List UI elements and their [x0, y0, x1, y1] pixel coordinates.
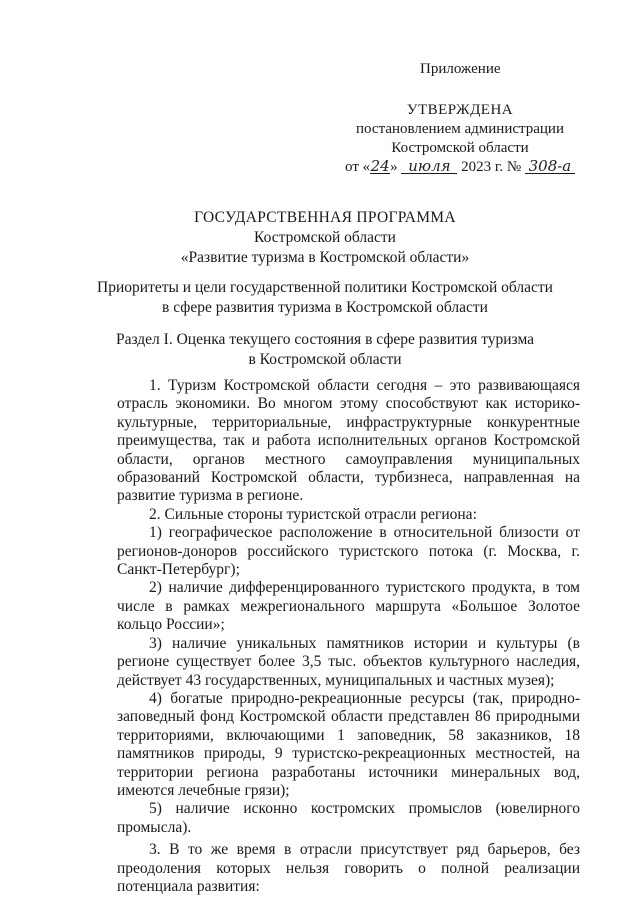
priorities-line-1: Приоритеты и цели государственной политики Костромской области [97, 279, 553, 296]
section-line-2: в Костромской области [248, 351, 402, 368]
appendix-label: Приложение [420, 61, 501, 77]
program-title: ГОСУДАРСТВЕННАЯ ПРОГРАММА [194, 209, 456, 226]
handwritten-day: 24 [370, 157, 390, 175]
approval-stamp-block [340, 101, 580, 177]
handwritten-month: июля [401, 159, 457, 174]
date-year: 2023 г. № [461, 159, 522, 175]
paragraph: 5) наличие исконно костромских промыслов (ювелирного промысла). [117, 800, 580, 836]
paragraph: 4) богатые природно-рекреационные ресурсы (так, природно-заповедный фонд Костромской области представлен 86 природными территориями, включающими 1 заповедник, 58 заказников, 18 памятников природы, 9 туристско-рекреационных местностей, на территории региона разработаны источники минеральных вод, имеются лечебные грязи); [117, 689, 580, 799]
date-quote-close: » [390, 159, 398, 175]
approved-by-line: постановлением администрации [356, 121, 564, 137]
paragraph: 2) наличие дифференцированного туристского продукта, в том числе в рамках межрегионального маршрута «Большое Золотое кольцо России»; [117, 579, 580, 634]
approval-date-line [340, 158, 580, 177]
paragraph: 1. Туризм Костромской области сегодня – это развивающаяся отрасль экономики. Во многом этому способствуют как историко-культурные, территориальные, инфраструктурные конкурентные преимущества, так и работа исполнительных органов Костромской области, органов местного самоуправления муниципальных образований Костромской области, турбизнеса, направленная на развитие туризма в регионе. [117, 377, 580, 505]
program-name: «Развитие туризма в Костромской области» [180, 249, 470, 266]
date-prefix: от « [345, 159, 371, 175]
paragraph: 3) наличие уникальных памятников истории и культуры (в регионе существует более 3,5 тыс. объектов культурного наследия, действует 43 государственных, муниципальных и частных музея); [117, 634, 580, 689]
priorities-line-2: в сфере развития туризма в Костромской области [162, 299, 488, 316]
approved-heading: УТВЕРЖДЕНА [406, 102, 514, 118]
body-text [117, 377, 580, 896]
priorities-heading [60, 278, 590, 318]
approved-region: Костромской области [391, 140, 529, 156]
paragraph: 3. В то же время в отрасли присутствует ряд барьеров, без преодоления которых нельзя говорить о полной реализации потенциала развития: [117, 841, 580, 895]
handwritten-doc-number: 308-а [525, 159, 575, 174]
program-region: Костромской области [254, 229, 396, 246]
paragraph: 1) географическое расположение в относительной близости от регионов-доноров российского туристского потока (г. Москва, г. Санкт-Петербург); [117, 524, 580, 579]
program-title-block [60, 208, 590, 268]
section-heading [60, 330, 590, 370]
paragraph: 2. Сильные стороны туристской отрасли региона: [149, 505, 477, 523]
section-line-1: Раздел I. Оценка текущего состояния в сфере развития туризма [115, 331, 535, 348]
